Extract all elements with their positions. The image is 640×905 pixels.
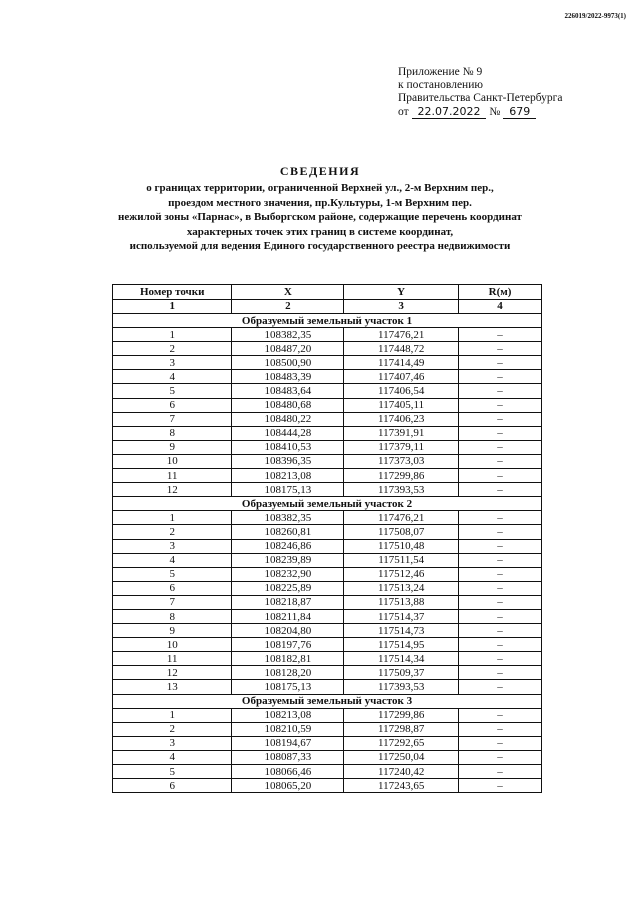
radius-cell: – <box>459 708 542 722</box>
section-header-row <box>113 497 542 511</box>
radius-cell: – <box>459 779 542 793</box>
y-coordinate-cell: 117393,53 <box>344 680 459 694</box>
y-coordinate-cell: 117379,11 <box>344 440 459 454</box>
table-row <box>113 736 542 750</box>
point-number-cell: 3 <box>113 539 232 553</box>
radius-cell: – <box>459 426 542 440</box>
x-coordinate-cell: 108382,35 <box>232 328 344 342</box>
y-coordinate-cell: 117510,48 <box>344 539 459 553</box>
section-header-row <box>113 694 542 708</box>
radius-cell: – <box>459 553 542 567</box>
radius-cell: – <box>459 454 542 468</box>
y-coordinate-cell: 117406,54 <box>344 384 459 398</box>
appendix-no-label: № <box>489 106 501 118</box>
point-number-cell: 1 <box>113 511 232 525</box>
point-number-cell: 1 <box>113 328 232 342</box>
point-number-cell: 5 <box>113 384 232 398</box>
appendix-date: 22.07.2022 <box>412 105 487 119</box>
x-coordinate-cell: 108382,35 <box>232 511 344 525</box>
y-coordinate-cell: 117476,21 <box>344 328 459 342</box>
radius-cell: – <box>459 342 542 356</box>
title-line: нежилой зоны «Парнас», в Выборгском районе, содержащие перечень координат <box>118 211 522 223</box>
table-row <box>113 553 542 567</box>
table-row <box>113 539 542 553</box>
radius-cell: – <box>459 356 542 370</box>
table-row <box>113 750 542 764</box>
radius-cell: – <box>459 469 542 483</box>
table-row <box>113 511 542 525</box>
y-coordinate-cell: 117393,53 <box>344 483 459 497</box>
x-coordinate-cell: 108194,67 <box>232 736 344 750</box>
header-point-number: Номер точки <box>113 285 232 300</box>
table-row <box>113 342 542 356</box>
y-coordinate-cell: 117391,91 <box>344 426 459 440</box>
point-number-cell: 10 <box>113 454 232 468</box>
y-coordinate-cell: 117299,86 <box>344 469 459 483</box>
point-number-cell: 3 <box>113 356 232 370</box>
title-line: проездом местного значения, пр.Культуры, 1-м Верхним пер. <box>168 196 472 209</box>
point-number-cell: 6 <box>113 398 232 412</box>
x-coordinate-cell: 108210,59 <box>232 722 344 736</box>
y-coordinate-cell: 117514,37 <box>344 609 459 623</box>
table-row <box>113 680 542 694</box>
point-number-cell: 2 <box>113 525 232 539</box>
header-y: Y <box>344 285 459 300</box>
radius-cell: – <box>459 511 542 525</box>
point-number-cell: 4 <box>113 750 232 764</box>
point-number-cell: 6 <box>113 779 232 793</box>
table-row <box>113 454 542 468</box>
point-number-cell: 13 <box>113 680 232 694</box>
x-coordinate-cell: 108487,20 <box>232 342 344 356</box>
table-row <box>113 398 542 412</box>
appendix-block <box>398 66 563 119</box>
x-coordinate-cell: 108175,13 <box>232 483 344 497</box>
index-cell: 1 <box>113 299 232 314</box>
point-number-cell: 12 <box>113 483 232 497</box>
y-coordinate-cell: 117292,65 <box>344 736 459 750</box>
radius-cell: – <box>459 595 542 609</box>
index-cell: 2 <box>232 299 344 314</box>
y-coordinate-cell: 117299,86 <box>344 708 459 722</box>
title-heading: СВЕДЕНИЯ <box>279 164 361 178</box>
y-coordinate-cell: 117240,42 <box>344 765 459 779</box>
y-coordinate-cell: 117298,87 <box>344 722 459 736</box>
table-row <box>113 483 542 497</box>
x-coordinate-cell: 108213,08 <box>232 469 344 483</box>
point-number-cell: 8 <box>113 609 232 623</box>
radius-cell: – <box>459 384 542 398</box>
x-coordinate-cell: 108396,35 <box>232 454 344 468</box>
y-coordinate-cell: 117511,54 <box>344 553 459 567</box>
table-row <box>113 525 542 539</box>
y-coordinate-cell: 117514,73 <box>344 624 459 638</box>
x-coordinate-cell: 108218,87 <box>232 595 344 609</box>
appendix-from-label: от <box>398 106 409 118</box>
radius-cell: – <box>459 525 542 539</box>
point-number-cell: 7 <box>113 595 232 609</box>
table-row <box>113 722 542 736</box>
title-line: используемой для ведения Единого государственного реестра недвижимости <box>129 240 511 252</box>
table-row <box>113 624 542 638</box>
table-row <box>113 370 542 384</box>
y-coordinate-cell: 117514,34 <box>344 652 459 666</box>
index-cell: 4 <box>459 299 542 314</box>
title-line: характерных точек этих границ в системе координат, <box>186 225 454 238</box>
radius-cell: – <box>459 581 542 595</box>
x-coordinate-cell: 108260,81 <box>232 525 344 539</box>
y-coordinate-cell: 117373,03 <box>344 454 459 468</box>
header-radius: R(м) <box>459 285 542 300</box>
appendix-line-2: к постановлению <box>398 79 483 91</box>
radius-cell: – <box>459 440 542 454</box>
section-title: Образуемый земельный участок 1 <box>113 314 542 328</box>
point-number-cell: 9 <box>113 624 232 638</box>
title-line: о границах территории, ограниченной Верхней ул., 2-м Верхним пер., <box>146 182 494 194</box>
x-coordinate-cell: 108500,90 <box>232 356 344 370</box>
x-coordinate-cell: 108444,28 <box>232 426 344 440</box>
table-row <box>113 412 542 426</box>
y-coordinate-cell: 117414,49 <box>344 356 459 370</box>
x-coordinate-cell: 108232,90 <box>232 567 344 581</box>
table-row <box>113 765 542 779</box>
y-coordinate-cell: 117406,23 <box>344 412 459 426</box>
point-number-cell: 5 <box>113 567 232 581</box>
table-row <box>113 384 542 398</box>
radius-cell: – <box>459 666 542 680</box>
point-number-cell: 1 <box>113 708 232 722</box>
table-row <box>113 779 542 793</box>
x-coordinate-cell: 108087,33 <box>232 750 344 764</box>
x-coordinate-cell: 108410,53 <box>232 440 344 454</box>
table-header-row <box>113 285 542 300</box>
point-number-cell: 10 <box>113 638 232 652</box>
radius-cell: – <box>459 638 542 652</box>
table-row <box>113 581 542 595</box>
radius-cell: – <box>459 624 542 638</box>
x-coordinate-cell: 108483,39 <box>232 370 344 384</box>
y-coordinate-cell: 117513,24 <box>344 581 459 595</box>
point-number-cell: 3 <box>113 736 232 750</box>
table-row <box>113 567 542 581</box>
x-coordinate-cell: 108128,20 <box>232 666 344 680</box>
radius-cell: – <box>459 680 542 694</box>
appendix-date-line <box>398 105 563 119</box>
appendix-line-3: Правительства Санкт-Петербурга <box>398 92 563 104</box>
radius-cell: – <box>459 539 542 553</box>
table-body <box>113 314 542 793</box>
table-row <box>113 356 542 370</box>
appendix-number: 679 <box>503 105 536 119</box>
document-title <box>0 164 640 254</box>
point-number-cell: 11 <box>113 652 232 666</box>
y-coordinate-cell: 117407,46 <box>344 370 459 384</box>
appendix-line-1: Приложение № 9 <box>398 66 483 78</box>
x-coordinate-cell: 108066,46 <box>232 765 344 779</box>
point-number-cell: 2 <box>113 722 232 736</box>
radius-cell: – <box>459 652 542 666</box>
document-number: 226019/2022-9973(1) <box>564 12 626 20</box>
section-title: Образуемый земельный участок 2 <box>113 497 542 511</box>
section-header-row <box>113 314 542 328</box>
point-number-cell: 2 <box>113 342 232 356</box>
radius-cell: – <box>459 567 542 581</box>
y-coordinate-cell: 117513,88 <box>344 595 459 609</box>
point-number-cell: 4 <box>113 370 232 384</box>
y-coordinate-cell: 117250,04 <box>344 750 459 764</box>
y-coordinate-cell: 117405,11 <box>344 398 459 412</box>
header-x: X <box>232 285 344 300</box>
radius-cell: – <box>459 483 542 497</box>
radius-cell: – <box>459 398 542 412</box>
table-row <box>113 638 542 652</box>
x-coordinate-cell: 108197,76 <box>232 638 344 652</box>
table-row <box>113 652 542 666</box>
radius-cell: – <box>459 328 542 342</box>
y-coordinate-cell: 117448,72 <box>344 342 459 356</box>
x-coordinate-cell: 108480,22 <box>232 412 344 426</box>
radius-cell: – <box>459 750 542 764</box>
table-row <box>113 708 542 722</box>
table-row <box>113 666 542 680</box>
x-coordinate-cell: 108065,20 <box>232 779 344 793</box>
radius-cell: – <box>459 370 542 384</box>
point-number-cell: 9 <box>113 440 232 454</box>
x-coordinate-cell: 108213,08 <box>232 708 344 722</box>
x-coordinate-cell: 108204,80 <box>232 624 344 638</box>
coordinates-table <box>112 284 542 793</box>
radius-cell: – <box>459 609 542 623</box>
point-number-cell: 5 <box>113 765 232 779</box>
radius-cell: – <box>459 765 542 779</box>
x-coordinate-cell: 108246,86 <box>232 539 344 553</box>
index-cell: 3 <box>344 299 459 314</box>
y-coordinate-cell: 117512,46 <box>344 567 459 581</box>
x-coordinate-cell: 108211,84 <box>232 609 344 623</box>
table-row <box>113 440 542 454</box>
y-coordinate-cell: 117514,95 <box>344 638 459 652</box>
x-coordinate-cell: 108182,81 <box>232 652 344 666</box>
table-index-row <box>113 299 542 314</box>
point-number-cell: 7 <box>113 412 232 426</box>
point-number-cell: 4 <box>113 553 232 567</box>
table-row <box>113 426 542 440</box>
table-row <box>113 469 542 483</box>
radius-cell: – <box>459 722 542 736</box>
point-number-cell: 6 <box>113 581 232 595</box>
x-coordinate-cell: 108480,68 <box>232 398 344 412</box>
point-number-cell: 11 <box>113 469 232 483</box>
y-coordinate-cell: 117508,07 <box>344 525 459 539</box>
table-row <box>113 595 542 609</box>
x-coordinate-cell: 108483,64 <box>232 384 344 398</box>
y-coordinate-cell: 117476,21 <box>344 511 459 525</box>
y-coordinate-cell: 117509,37 <box>344 666 459 680</box>
y-coordinate-cell: 117243,65 <box>344 779 459 793</box>
point-number-cell: 8 <box>113 426 232 440</box>
radius-cell: – <box>459 412 542 426</box>
point-number-cell: 12 <box>113 666 232 680</box>
x-coordinate-cell: 108239,89 <box>232 553 344 567</box>
x-coordinate-cell: 108175,13 <box>232 680 344 694</box>
x-coordinate-cell: 108225,89 <box>232 581 344 595</box>
radius-cell: – <box>459 736 542 750</box>
table-row <box>113 609 542 623</box>
table-row <box>113 328 542 342</box>
section-title: Образуемый земельный участок 3 <box>113 694 542 708</box>
